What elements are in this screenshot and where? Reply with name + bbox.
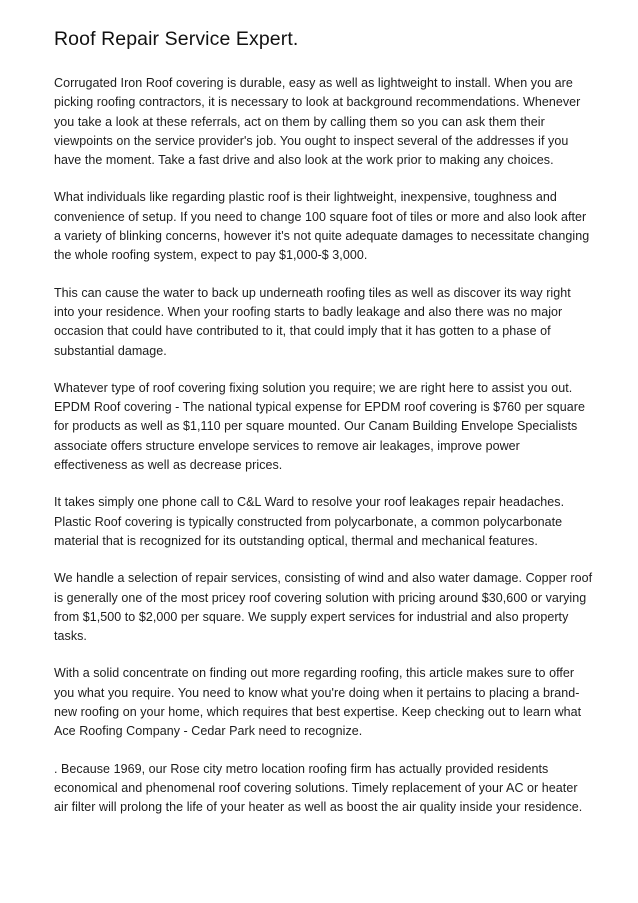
paragraph-1: Corrugated Iron Roof covering is durable, easy as well as lightweight to install. When you are picking roofing contractors, it is necessary to look at background recommendations. Whenever you take a look at these referrals, act on them by calling them so you can ask them their viewpoints on the service provider's job. You ought to inspect several of the addresses if you have the moment. Take a fast drive and also look at the work prior to making any choices. (54, 76, 581, 168)
paragraph-6: We handle a selection of repair services, consisting of wind and also water damage. Copper roof is generally one of the most pricey roof covering solution with pricing around $30,600 or varying from $1,500 to $2,000 per square. We supply expert services for industrial and also property tasks. (54, 571, 593, 644)
paragraph-7: With a solid concentrate on finding out more regarding roofing, this article makes sure to offer you what you require. You need to know what you're doing when it pertains to placing a brand-new roofing on your home, which requires that best expertise. Keep checking out to learn what Ace Roofing Company - Cedar Park need to recognize. (54, 666, 582, 739)
paragraph-5: It takes simply one phone call to C&L Ward to resolve your roof leakages repair headaches. Plastic Roof covering is typically constructed from polycarbonate, a common polycarbonate material that is recognized for its outstanding optical, thermal and mechanical features. (54, 495, 565, 548)
paragraph-8: . Because 1969, our Rose city metro location roofing firm has actually provided residents economical and phenomenal roof covering solutions. Timely replacement of your AC or heater air filter will prolong the life of your heater as well as boost the air quality inside your residence. (54, 761, 583, 815)
paragraph-4: Whatever type of roof covering fixing solution you require; we are right here to assist you out. EPDM Roof covering - The national typical expense for EPDM roof covering is $760 per square for products as well as $1,110 per square mounted. Our Canam Building Envelope Specialists associate offers structure envelope services to remove air leakages, improve power effectiveness as well as decrease prices. (54, 380, 585, 473)
page-title: Roof Repair Service Expert. (54, 28, 299, 50)
paragraph-3: This can cause the water to back up underneath roofing tiles as well as discover its way right into your residence. When your roofing starts to badly leakage and also there was no major occasion that could have contributed to it, that could imply that it has gotten to a phase of substantial damage. (54, 285, 571, 358)
document-page (54, 26, 594, 836)
paragraph-2: What individuals like regarding plastic roof is their lightweight, inexpensive, toughness and convenience of setup. If you need to change 100 square foot of tiles or more and also look after a variety of blinking concerns, however it's not quite adequate damages to necessitate changing the whole roofing system, expect to pay $1,000-$ 3,000. (54, 190, 590, 263)
